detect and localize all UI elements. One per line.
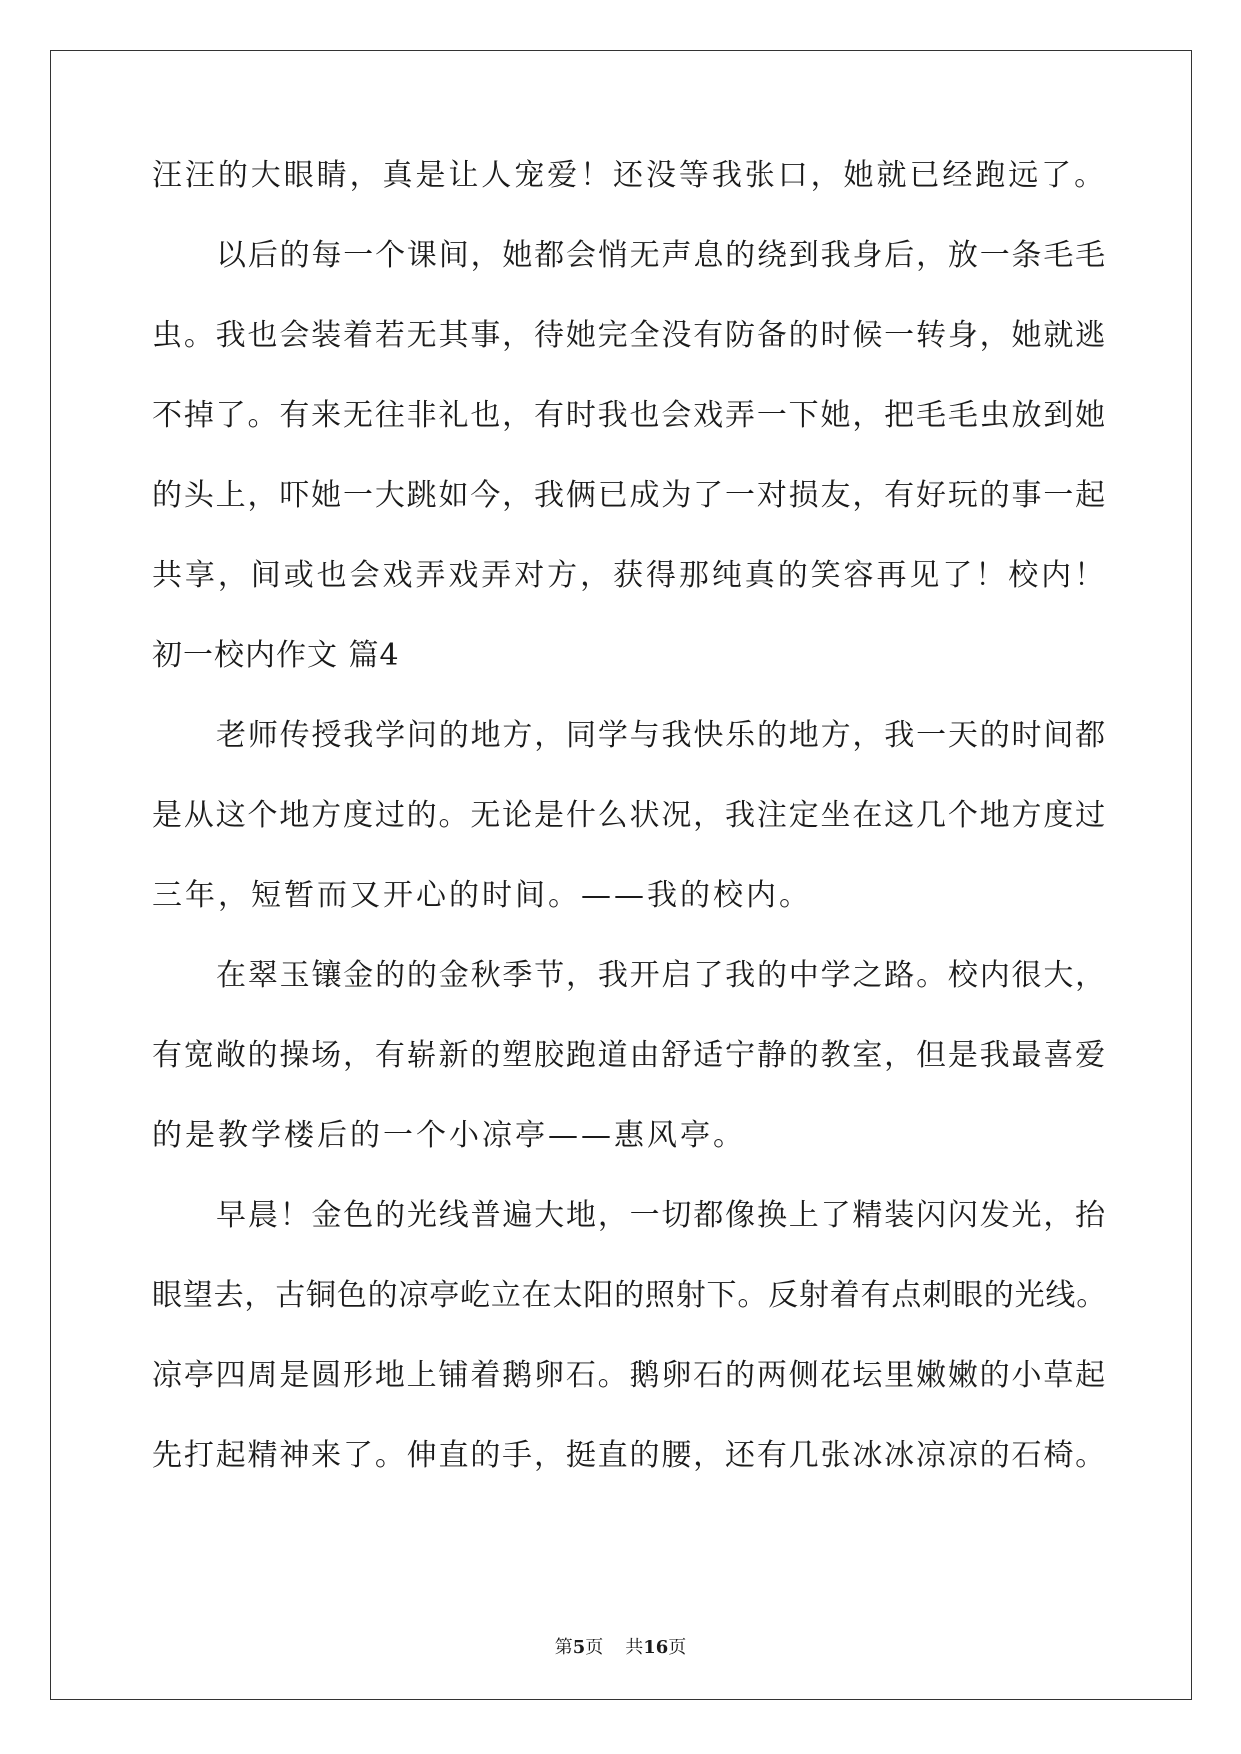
text-line: 三年，短暂而又开心的时间。——我的校内。 — [152, 878, 812, 913]
text-line: 是从这个地方度过的。无论是什么状况，我注定坐在这几个地方度过 — [152, 798, 1107, 833]
text-line: 早晨！金色的光线普遍大地，一切都像换上了精装闪闪发光，抬 — [216, 1198, 1107, 1233]
section-heading: 初一校内作文 篇4 — [152, 638, 400, 673]
text-line: 凉亭四周是圆形地上铺着鹅卵石。鹅卵石的两侧花坛里嫩嫩的小草起 — [152, 1358, 1107, 1393]
text-line: 眼望去，古铜色的凉亭屹立在太阳的照射下。反射着有点刺眼的光线。 — [152, 1278, 1107, 1313]
total-prefix: 共 — [625, 1637, 644, 1658]
text-line: 不掉了。有来无往非礼也，有时我也会戏弄一下她，把毛毛虫放到她 — [152, 398, 1107, 433]
total-suffix: 页 — [668, 1637, 687, 1658]
page-prefix: 第 — [554, 1637, 573, 1658]
text-line: 共享，间或也会戏弄戏弄对方，获得那纯真的笑容再见了！校内！ — [152, 558, 1107, 593]
page-suffix: 页 — [585, 1637, 604, 1658]
text-line: 的头上，吓她一大跳如今，我俩已成为了一对损友，有好玩的事一起 — [152, 478, 1107, 513]
page-footer — [0, 1633, 1241, 1659]
text-line: 老师传授我学问的地方，同学与我快乐的地方，我一天的时间都 — [216, 718, 1107, 753]
page-number: 5 — [572, 1637, 586, 1658]
text-line: 虫。我也会装着若无其事，待她完全没有防备的时候一转身，她就逃 — [152, 318, 1107, 353]
total-pages: 16 — [643, 1637, 669, 1658]
text-line: 有宽敞的操场，有崭新的塑胶跑道由舒适宁静的教室，但是我最喜爱 — [152, 1038, 1107, 1073]
text-line: 在翠玉镶金的的金秋季节，我开启了我的中学之路。校内很大， — [216, 958, 1107, 993]
text-line: 汪汪的大眼睛，真是让人宠爱！还没等我张口，她就已经跑远了。 — [152, 158, 1107, 193]
text-line: 以后的每一个课间，她都会悄无声息的绕到我身后，放一条毛毛 — [216, 238, 1107, 273]
text-line: 先打起精神来了。伸直的手，挺直的腰，还有几张冰冰凉凉的石椅。 — [152, 1438, 1107, 1473]
document-body — [152, 158, 1107, 1520]
text-line: 的是教学楼后的一个小凉亭——惠风亭。 — [152, 1118, 746, 1153]
